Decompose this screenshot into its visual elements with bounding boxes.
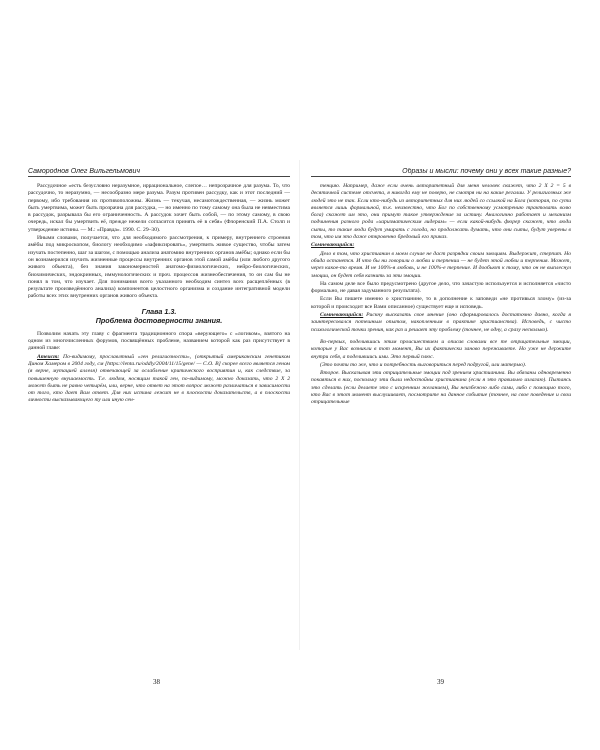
body-paragraph: Иными словами, получается, что для необходимого рассмотрения, к примеру, внутреннего строения амёбы под микроскопом, биологу необходимо «зафиксировать», умертвить живое существо, чтобы затем изучать постепенно, шаг за шагом, с помощью анализа анатомию внутренних органов амёбы; однако если бы он вознамерился изучить жизненные процессы внутренних органов этой самой амёбы (или любого другого живого объекта), без знания закономерностей анатомо-физиологических, нейро-биологических, биохимических, эндокринных, иммунологических и проч. процессов жизнеобеспечения, то он сам бы не понял в том, что изучает. Для понимания всего указанного необходим синтез всех расщеплённых (в результате произведённого анализа) компонентов целостного организма и создание интегративной модели работы всех этих внутренних органов живого объекта. [28,235,290,300]
dialogue-paragraph: Второе. Высказывая эти отрицательные эмоции под зрением христианина. Вы обязаны одновременно покаяться в них, поскольку эти были недостойны христианина (если я это правильно излагаю). Пытаясь это сделать (если делаете это с искренним желанием), Вы неизбежно либо сами, либо с помощью того, кто Вас в этот момент выслушивает, посмотрите на данное событие (точнее, на свое поведение и свои отрицательные [311,370,571,406]
page-number-left: 38 [153,678,160,686]
body-paragraph: На самом деле все было предусмотрено (другое дело, что зачастую используется и исполняется «чисто формально, не давая задуманного результата). [311,280,571,295]
speaker-text: По-видимому, прославлтный «ген религиозности», (открытый американским генетиком Дином Хамером в 2004 году, см [https://lenta.ru/oddly/2004/11/15/gene/ — С.О. В] скорее всего является геном (я верне, мутацией аллеля) отвечающей за ослабление критического восприятия и, как следствие, за повышенную внушаемость. Т.е. людям, носящим такой ген, по-видимому, можно доказать, что 2 Х 2 может быть не равно четырём, или, верне, что ответ на этот вопрос может различаться в зависимости от того, кто дает Вам ответ. Для них истина лежит не в плоскости доказательств, а в плоскости личности высказывающего ту или иную сен- [28,353,290,404]
quote-paragraph: Рассудочное «есть безусловно неразумное, иррациональное, слепое… непрозрачное для разума. То, что рассудочно, то неразумно, — несообразно мере разума. Разум противен рассудку, как и этот последний — первому, ибо требования их противоположны. Жизнь — текучая, несамотождественная, — жизнь может быть умертвима, может быть прозрачна для рассудка, — но именно по тому самому она была не невместима в рассудок, разрывала бы его ограниченность. А рассудок хочет быть собой, — по этому самому, в свою очередь, искал бы умертвить её, прежде нежели согласится принять её в себя» (Флоренский П.А. Столп и утверждение истины. — М.: «Правда». 1990. С. 29–30). [28,183,290,233]
dialogue-paragraph [311,312,571,334]
page-number-right: 39 [437,678,444,686]
right-page [311,168,571,638]
dialogue-paragraph: (Это почти то же, что и потребность выговориться перед подругой, или матерью). [320,361,527,368]
dialogue-paragraph: Дело в том, что христианин в моем случае не даст разрядки своим эмоциям. Выдержит, стерпит. Но обида останется. И что бы ни говорили о любви и терпении — не будет этой любви и терпения. Может, через какое-то время. И не 100%-я любовь, и не 100%-е терпение. И дообьют к тому, что он не выплеснул эмоции, он будет себя казнить за эти эмоции. [311,250,571,279]
chapter-title: Проблема достоверности знания. [95,315,223,325]
dialogue-paragraph: тенцию. Например, даже если очень авторитетный для меня человек скажет, что 2 Х 2 = 5 в десятичной системе отсчета, я никогда ему не поверю, не смотря ни на какие регалии. У религиозных же людей это не так. Если кто-нибудь из авторитетных для них людей со ссылкой на Бога (которая, по сути является лишь формальной, т.к. неизвестно, что Бог по собственному усмотрению трактовать волю бога) скажет им это, они примут такое утверждение за истину. Аналогично работает и механизм подчинения разного рода «харизматическим лидерам» — если какой-нибудь фюрер скажет, что люди сыты, то такие люди будут умирать с голода, но продолжать думать, что они сыты, будут уверены в том, что им это даже откровенно бредовый его приказ. [311,183,571,241]
speaker-label-doubter: Сомневающийся: [320,312,364,319]
chapter-number: Глава 1.3. [141,306,177,316]
body-paragraph: Позволим начать эту главу с фрагмента традиционного спора «верующего» с «логиком», взятого на одном из многочисленных форумов, посвящённых проблеме, названием которой как раз присутствует в данной главе: [28,330,290,352]
running-header-title: Образы и мысли: почему они у всех такие разные? [311,168,571,177]
dialogue-paragraph: Во-первых, поделившись этим происшествием и описав словами все те отрицательные эмоции, которые у Вас возникли в тот момент, Вы их фактически заново переживаете. Но уже не держите внутри себя, а поделившись ими. Это первый плюс. [311,338,571,360]
body-paragraph: Если Вы пишете именно о христианине, то в дополнение к заповеди «не противься злому» (из-за которой и происходит все Вами описанное) существует еще и исповедь. [311,296,571,310]
speaker-label-atheist: Атеист: [37,353,60,360]
left-page [28,168,290,638]
page-gutter [299,160,300,650]
dialogue-paragraph [28,354,290,405]
speaker-label-doubter: Сомневающийся: [311,242,355,249]
running-header-author: Самороднов Олег Вильгельмович [28,168,290,177]
speaker-text: Рискну высказать свое мнение (оно сформировалось достаточно давно, когда я заинтересовался потешным опытом, накопленным в практике христианства). Исповедь, с чисто психологической точки зрения, как раз и решает эту проблему (точнее, не одну, а сразу несколько). [311,312,571,333]
